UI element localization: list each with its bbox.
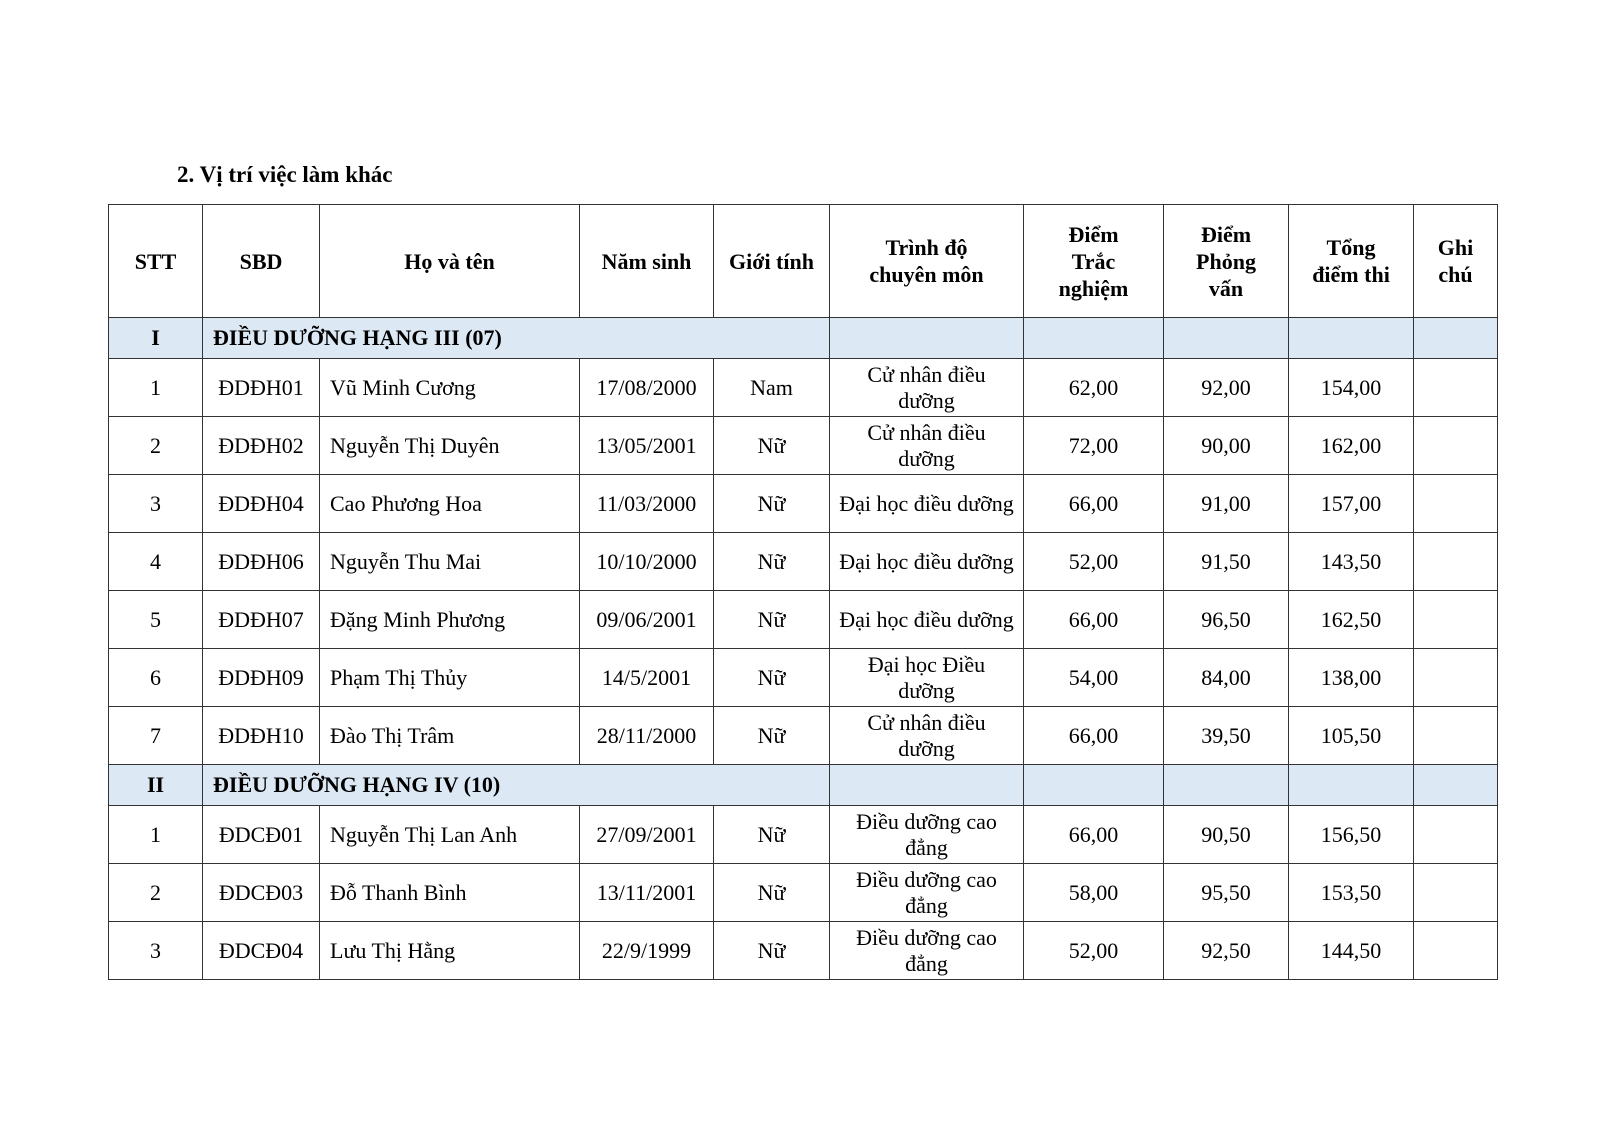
cell-name: Đặng Minh Phương bbox=[320, 591, 580, 649]
cell-stt: 6 bbox=[109, 649, 203, 707]
cell-interview: 91,50 bbox=[1164, 533, 1289, 591]
cell-stt: 1 bbox=[109, 359, 203, 417]
cell-qualification: Cử nhân điều dưỡng bbox=[830, 417, 1024, 475]
cell-mcq: 66,00 bbox=[1024, 475, 1164, 533]
cell-birth: 22/9/1999 bbox=[580, 922, 714, 980]
cell-sbd: ĐDCĐ03 bbox=[203, 864, 320, 922]
group-roman: II bbox=[109, 765, 203, 806]
table-row bbox=[109, 533, 1498, 591]
group-empty-cell bbox=[1164, 318, 1289, 359]
cell-stt: 7 bbox=[109, 707, 203, 765]
group-empty-cell bbox=[1164, 765, 1289, 806]
cell-qualification: Điều dưỡng cao đẳng bbox=[830, 806, 1024, 864]
header-total: Tổng điểm thi bbox=[1289, 205, 1414, 318]
cell-note bbox=[1414, 649, 1498, 707]
cell-name: Cao Phương Hoa bbox=[320, 475, 580, 533]
cell-birth: 28/11/2000 bbox=[580, 707, 714, 765]
group-title: ĐIỀU DƯỠNG HẠNG IV (10) bbox=[203, 765, 830, 806]
table-row bbox=[109, 707, 1498, 765]
cell-gender: Nữ bbox=[714, 591, 830, 649]
header-birth: Năm sinh bbox=[580, 205, 714, 318]
cell-sbd: ĐDĐH09 bbox=[203, 649, 320, 707]
cell-name: Vũ Minh Cương bbox=[320, 359, 580, 417]
cell-interview: 90,00 bbox=[1164, 417, 1289, 475]
section-title: 2. Vị trí việc làm khác bbox=[177, 162, 393, 187]
cell-stt: 3 bbox=[109, 922, 203, 980]
cell-qualification: Đại học điều dưỡng bbox=[830, 533, 1024, 591]
table-row bbox=[109, 864, 1498, 922]
cell-sbd: ĐDCĐ01 bbox=[203, 806, 320, 864]
cell-stt: 5 bbox=[109, 591, 203, 649]
group-empty-cell bbox=[1024, 765, 1164, 806]
cell-qualification: Đại học Điều dưỡng bbox=[830, 649, 1024, 707]
cell-name: Đỗ Thanh Bình bbox=[320, 864, 580, 922]
table-row bbox=[109, 922, 1498, 980]
cell-sbd: ĐDCĐ04 bbox=[203, 922, 320, 980]
cell-birth: 13/11/2001 bbox=[580, 864, 714, 922]
cell-sbd: ĐDĐH01 bbox=[203, 359, 320, 417]
cell-note bbox=[1414, 475, 1498, 533]
cell-birth: 09/06/2001 bbox=[580, 591, 714, 649]
cell-total: 153,50 bbox=[1289, 864, 1414, 922]
cell-total: 154,00 bbox=[1289, 359, 1414, 417]
group-empty-cell bbox=[1289, 318, 1414, 359]
cell-qualification: Cử nhân điều dưỡng bbox=[830, 707, 1024, 765]
cell-interview: 90,50 bbox=[1164, 806, 1289, 864]
table-body bbox=[109, 318, 1498, 980]
group-row bbox=[109, 765, 1498, 806]
cell-note bbox=[1414, 707, 1498, 765]
cell-name: Nguyễn Thị Duyên bbox=[320, 417, 580, 475]
cell-qualification: Cử nhân điều dưỡng bbox=[830, 359, 1024, 417]
group-empty-cell bbox=[1289, 765, 1414, 806]
cell-interview: 92,50 bbox=[1164, 922, 1289, 980]
cell-stt: 2 bbox=[109, 417, 203, 475]
header-row bbox=[109, 205, 1498, 318]
cell-note bbox=[1414, 591, 1498, 649]
cell-name: Lưu Thị Hằng bbox=[320, 922, 580, 980]
table-row bbox=[109, 591, 1498, 649]
header-gender: Giới tính bbox=[714, 205, 830, 318]
group-empty-cell bbox=[1024, 318, 1164, 359]
cell-name: Đào Thị Trâm bbox=[320, 707, 580, 765]
cell-sbd: ĐDĐH02 bbox=[203, 417, 320, 475]
cell-total: 105,50 bbox=[1289, 707, 1414, 765]
table-row bbox=[109, 475, 1498, 533]
cell-interview: 84,00 bbox=[1164, 649, 1289, 707]
cell-gender: Nữ bbox=[714, 417, 830, 475]
cell-note bbox=[1414, 922, 1498, 980]
header-sbd: SBD bbox=[203, 205, 320, 318]
cell-mcq: 52,00 bbox=[1024, 922, 1164, 980]
group-title: ĐIỀU DƯỠNG HẠNG III (07) bbox=[203, 318, 830, 359]
cell-total: 138,00 bbox=[1289, 649, 1414, 707]
header-note: Ghi chú bbox=[1414, 205, 1498, 318]
cell-qualification: Điều dưỡng cao đẳng bbox=[830, 864, 1024, 922]
cell-gender: Nam bbox=[714, 359, 830, 417]
cell-qualification: Đại học điều dưỡng bbox=[830, 475, 1024, 533]
cell-name: Nguyễn Thu Mai bbox=[320, 533, 580, 591]
cell-birth: 27/09/2001 bbox=[580, 806, 714, 864]
cell-sbd: ĐDĐH10 bbox=[203, 707, 320, 765]
cell-total: 162,00 bbox=[1289, 417, 1414, 475]
cell-mcq: 72,00 bbox=[1024, 417, 1164, 475]
group-empty-cell bbox=[830, 318, 1024, 359]
cell-note bbox=[1414, 864, 1498, 922]
header-mcq: Điểm Trắc nghiệm bbox=[1024, 205, 1164, 318]
cell-total: 157,00 bbox=[1289, 475, 1414, 533]
cell-qualification: Điều dưỡng cao đẳng bbox=[830, 922, 1024, 980]
cell-interview: 96,50 bbox=[1164, 591, 1289, 649]
cell-mcq: 52,00 bbox=[1024, 533, 1164, 591]
cell-gender: Nữ bbox=[714, 649, 830, 707]
cell-gender: Nữ bbox=[714, 806, 830, 864]
cell-birth: 13/05/2001 bbox=[580, 417, 714, 475]
cell-total: 162,50 bbox=[1289, 591, 1414, 649]
cell-stt: 2 bbox=[109, 864, 203, 922]
cell-interview: 91,00 bbox=[1164, 475, 1289, 533]
cell-birth: 10/10/2000 bbox=[580, 533, 714, 591]
cell-total: 156,50 bbox=[1289, 806, 1414, 864]
cell-gender: Nữ bbox=[714, 475, 830, 533]
table-row bbox=[109, 649, 1498, 707]
table-row bbox=[109, 806, 1498, 864]
cell-note bbox=[1414, 417, 1498, 475]
header-name: Họ và tên bbox=[320, 205, 580, 318]
cell-name: Nguyễn Thị Lan Anh bbox=[320, 806, 580, 864]
cell-interview: 95,50 bbox=[1164, 864, 1289, 922]
group-roman: I bbox=[109, 318, 203, 359]
group-empty-cell bbox=[1414, 318, 1498, 359]
cell-mcq: 62,00 bbox=[1024, 359, 1164, 417]
cell-stt: 4 bbox=[109, 533, 203, 591]
cell-note bbox=[1414, 359, 1498, 417]
cell-total: 143,50 bbox=[1289, 533, 1414, 591]
cell-mcq: 54,00 bbox=[1024, 649, 1164, 707]
table-row bbox=[109, 359, 1498, 417]
table-row bbox=[109, 417, 1498, 475]
cell-interview: 92,00 bbox=[1164, 359, 1289, 417]
cell-qualification: Đại học điều dưỡng bbox=[830, 591, 1024, 649]
cell-sbd: ĐDĐH07 bbox=[203, 591, 320, 649]
cell-sbd: ĐDĐH04 bbox=[203, 475, 320, 533]
cell-sbd: ĐDĐH06 bbox=[203, 533, 320, 591]
cell-interview: 39,50 bbox=[1164, 707, 1289, 765]
cell-gender: Nữ bbox=[714, 922, 830, 980]
group-row bbox=[109, 318, 1498, 359]
cell-birth: 14/5/2001 bbox=[580, 649, 714, 707]
cell-mcq: 58,00 bbox=[1024, 864, 1164, 922]
cell-note bbox=[1414, 806, 1498, 864]
results-table bbox=[108, 204, 1498, 980]
cell-mcq: 66,00 bbox=[1024, 806, 1164, 864]
cell-note bbox=[1414, 533, 1498, 591]
cell-mcq: 66,00 bbox=[1024, 707, 1164, 765]
group-empty-cell bbox=[1414, 765, 1498, 806]
header-interview: Điểm Phỏng vấn bbox=[1164, 205, 1289, 318]
cell-gender: Nữ bbox=[714, 864, 830, 922]
cell-name: Phạm Thị Thủy bbox=[320, 649, 580, 707]
cell-birth: 11/03/2000 bbox=[580, 475, 714, 533]
cell-gender: Nữ bbox=[714, 533, 830, 591]
header-stt: STT bbox=[109, 205, 203, 318]
cell-stt: 1 bbox=[109, 806, 203, 864]
cell-stt: 3 bbox=[109, 475, 203, 533]
cell-birth: 17/08/2000 bbox=[580, 359, 714, 417]
group-empty-cell bbox=[830, 765, 1024, 806]
cell-total: 144,50 bbox=[1289, 922, 1414, 980]
cell-gender: Nữ bbox=[714, 707, 830, 765]
header-qualification: Trình độ chuyên môn bbox=[830, 205, 1024, 318]
cell-mcq: 66,00 bbox=[1024, 591, 1164, 649]
